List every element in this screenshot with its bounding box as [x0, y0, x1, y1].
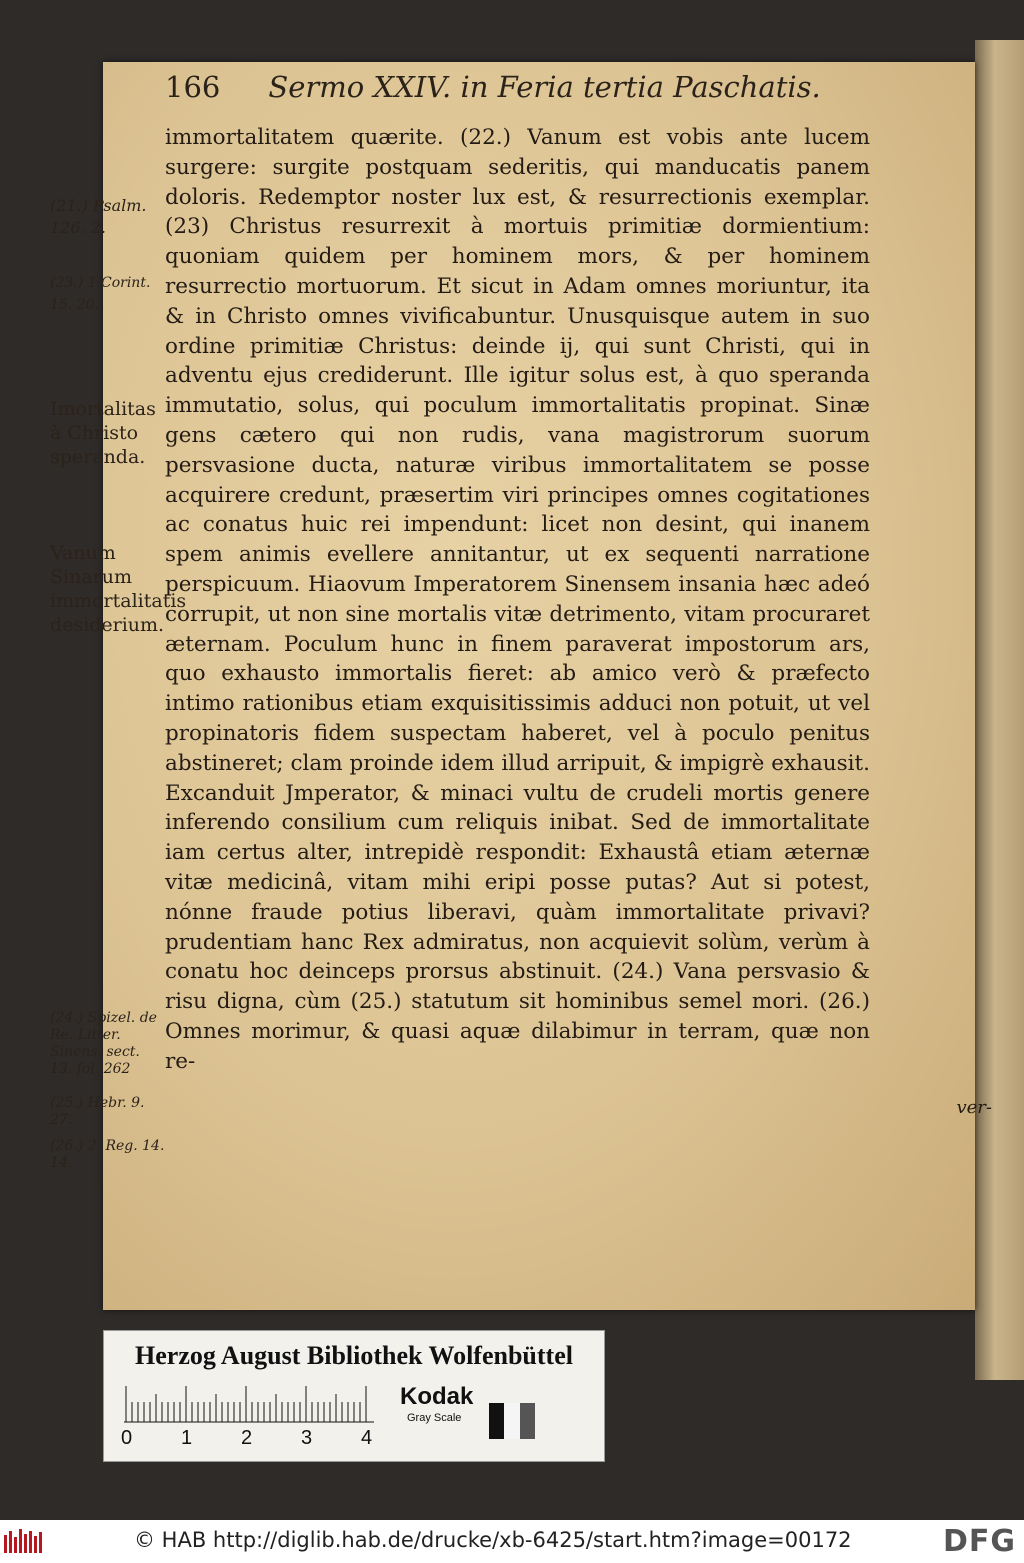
- kodak-brand: Kodak: [400, 1383, 474, 1410]
- ruler-label-0: 0: [121, 1427, 133, 1449]
- margin-note-immortality: Imortalitas à Christo speranda.: [50, 398, 156, 468]
- dfg-logo: DFG: [942, 1524, 1016, 1559]
- ruler-label-2: 2: [241, 1427, 253, 1449]
- catchword: ver-: [956, 1097, 992, 1118]
- page-number: 166: [165, 70, 221, 104]
- main-text-block: [165, 123, 870, 1077]
- ruler-label-1: 1: [181, 1427, 193, 1449]
- margin-note-sinarum: Vanum Sinarum immortalitatis desiderium.: [50, 542, 187, 636]
- footer-bar: [0, 1520, 1024, 1563]
- ruler-label-4: 4: [361, 1427, 373, 1449]
- margin-ref-24: (24.) Spizel. de Re. Litter. Sinens. sect. 13. fol. 262: [50, 1010, 157, 1077]
- library-name: Herzog August Bibliothek Wolfenbüttel: [135, 1341, 573, 1370]
- page-header: [165, 70, 865, 110]
- running-title: Sermo XXIV. in Feria tertia Paschatis.: [268, 70, 821, 104]
- adjacent-page-edge: [975, 40, 1024, 1380]
- footer-copyright: © HAB http://diglib.hab.de/drucke/xb-6425/start.htm?image=00172: [134, 1528, 852, 1552]
- ruler-label-3: 3: [301, 1427, 313, 1449]
- ruler-scale: [124, 1386, 384, 1424]
- body-paragraph: immortalitatem quærite. (22.) Vanum est vobis ante lucem surgere: surgite postquam sederitis, qui manducatis panem doloris. Redemptor noster lux est, & resurrectionis exemplar. (23) Christus resurrexit à mortuis primitiæ dormientium: quoniam quidem per hominem mors, & per hominem resurrectio mortuorum. Et sicut in Adam omnes moriuntur, ita & in Christo omnes vivificabuntur. Unusquisque autem in suo ordine primitiæ Christus: deinde ij, qui sunt Christi, qui in adventu ejus crediderunt. Ille igitur solus est, à quo speranda immutatio, solus, qui poculum immortalitatis propinat. Sinæ gens cætero qui non rudis, vana magistrorum suorum persvasione ducta, naturæ viribus immortalitatem se posse acquirere credunt, præsertim viri principes omnes cogitationes ac conatus huic rei impendunt: licet non desint, qui inanem spem animis evellere annitantur, ut ex sequenti narratione perspicuum. Hiaovum Imperatorem Sinensem insania hæc adeó corrupit, ut non sine mortalis vitæ detrimento, vitam procuraret æternam. Poculum hunc in finem paraverat impostorum ars, quo exhausto immortalis fieret: ab amico verò & præfecto intimo rationibus etiam exquisitissimis adduci non potuit, ut vel propinatoris fidem suspectam haberet, vel à poculo penitus abstineret; clam proinde idem illud arripuit, & impigrè exhausit. Excanduit Jmperator, & minaci vultu de crudeli mortis genere inferendo consilium cum reliquis inibat. Sed de immortalitate iam certus alter, intrepidè respondit: Exhaustâ etiam æternæ vitæ medicinâ, vitam mihi eripi posse putas? Aut si potest, nónne fraude potius liberavi, quàm immortalitate privavi? prudentiam hanc Rex admiratus, non acquievit solùm, verùm à conatu hoc deinceps prorsus abstinuit. (24.) Vana persvasio & risu digna, cùm (25.) statutum sit hominibus semel mori. (26.) Omnes morimur, & quasi aquæ dilabimur in terram, quæ non re-: [165, 125, 870, 1074]
- margin-ref-21: (21.) Psalm. 126. 2.: [50, 196, 147, 237]
- gray-scale-label: Gray Scale: [407, 1412, 462, 1424]
- margin-ref-25: (25.) Hebr. 9. 27.: [50, 1095, 145, 1128]
- margin-ref-26: (26.) 2. Reg. 14. 14.: [50, 1138, 165, 1171]
- library-card: [103, 1330, 605, 1462]
- gray-swatch: [489, 1403, 535, 1439]
- margin-ref-23: (23.) 1 Corint. 15. 20.: [50, 275, 151, 313]
- hab-logo-icon: [4, 1529, 46, 1555]
